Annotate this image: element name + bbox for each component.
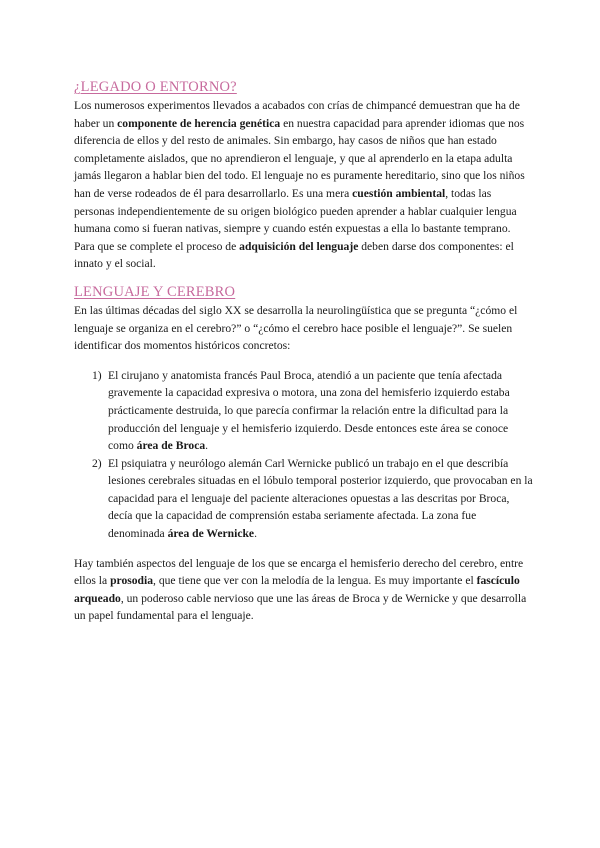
bold-term: prosodia [110,574,154,588]
bold-term: adquisición del lenguaje [239,239,359,253]
text-run: El psiquiatra y neurólogo alemán Carl Wernicke publicó un trabajo en el que describía lesiones cerebrales situadas en el lóbulo temporal posterior izquierdo, que provocaban en la capacidad para el lenguaje del paciente alteraciones opuestas a las descritas por Broca, decía que la capacidad de comprensión estaba seriamente afectada. La zona fue denominada [108,456,533,541]
list-item-text [108,457,533,540]
text-run: . [254,527,257,541]
bold-term: área de Broca [136,439,206,453]
list-marker: 1) [92,368,102,382]
text-run: En las últimas décadas del siglo XX se desarrolla la neurolingüística que se pregunta “¿cómo el lenguaje se organiza en el cerebro?” o “¿cómo el cerebro hace posible el lenguaje?”. Se suelen identificar dos momentos históricos concretos: [74,303,518,353]
list-item [74,455,534,543]
historical-moments-list [74,367,534,543]
text-run: Los numerosos experimentos llevados a acabados con crías de chimpancé demuestran que ha de haber un [74,99,520,130]
list-marker: 2) [92,456,102,470]
text-run: Hay también aspectos del lenguaje de los que se encarga el hemisferio derecho del cerebro, entre ellos la [74,556,524,588]
section-heading-cerebro: LENGUAJE Y CEREBRO [74,283,236,300]
section-heading-legado: ¿LEGADO O ENTORNO? [74,79,237,95]
paragraph-legado [74,97,534,273]
text-run: , todas las personas independientemente de su origen biológico pueden aprender a hablar cualquier lengua humana como si fueran nativas, siempre y cuando estén expuestas a ella lo bastante temprano. Para que se complete el proceso de [74,186,517,253]
text-run: en nuestra capacidad para aprender idiomas que nos diferencia de ellos y del resto de animales. Sin embargo, hay casos de niños que han estado completamente aislados, que no aprendieron el lenguaje, y que al aprenderlo en la etapa adulta jamás llegaron a hablar bien del todo. El lenguaje no es puramente hereditario, sino que los niños han de verse rodeados de él para desarrollarlo. Es una mera [74,116,525,200]
list-item-text [108,369,510,452]
list-item [74,367,534,455]
text-run: El cirujano y anatomista francés Paul Broca, atendió a un paciente que tenía afectada gravemente la capacidad expresiva o motora, una zona del hemisferio izquierdo estaba prácticamente destruida, lo que parecía confirmar la relación entre la dificultad para la producción del lenguaje y el hemisferio izquierdo. Desde entonces este área se conoce como [108,368,510,453]
bold-term: fascículo arqueado [74,574,520,605]
text-run: , un poderoso cable nervioso que une las áreas de Broca y de Wernicke y que desarrolla un papel fundamental para el lenguaje. [74,591,527,623]
text-run: deben darse dos componentes: el innato y el social. [74,239,514,271]
paragraph-cerebro-closing [74,555,534,625]
bold-term: cuestión ambiental [352,186,446,200]
paragraph-cerebro-intro [74,302,534,355]
text-run: . [205,439,209,453]
bold-term: componente de herencia genética [117,116,281,130]
text-run: , que tiene que ver con la melodía de la lengua. Es muy importante el [153,574,477,588]
bold-term: área de Wernicke [167,527,255,541]
